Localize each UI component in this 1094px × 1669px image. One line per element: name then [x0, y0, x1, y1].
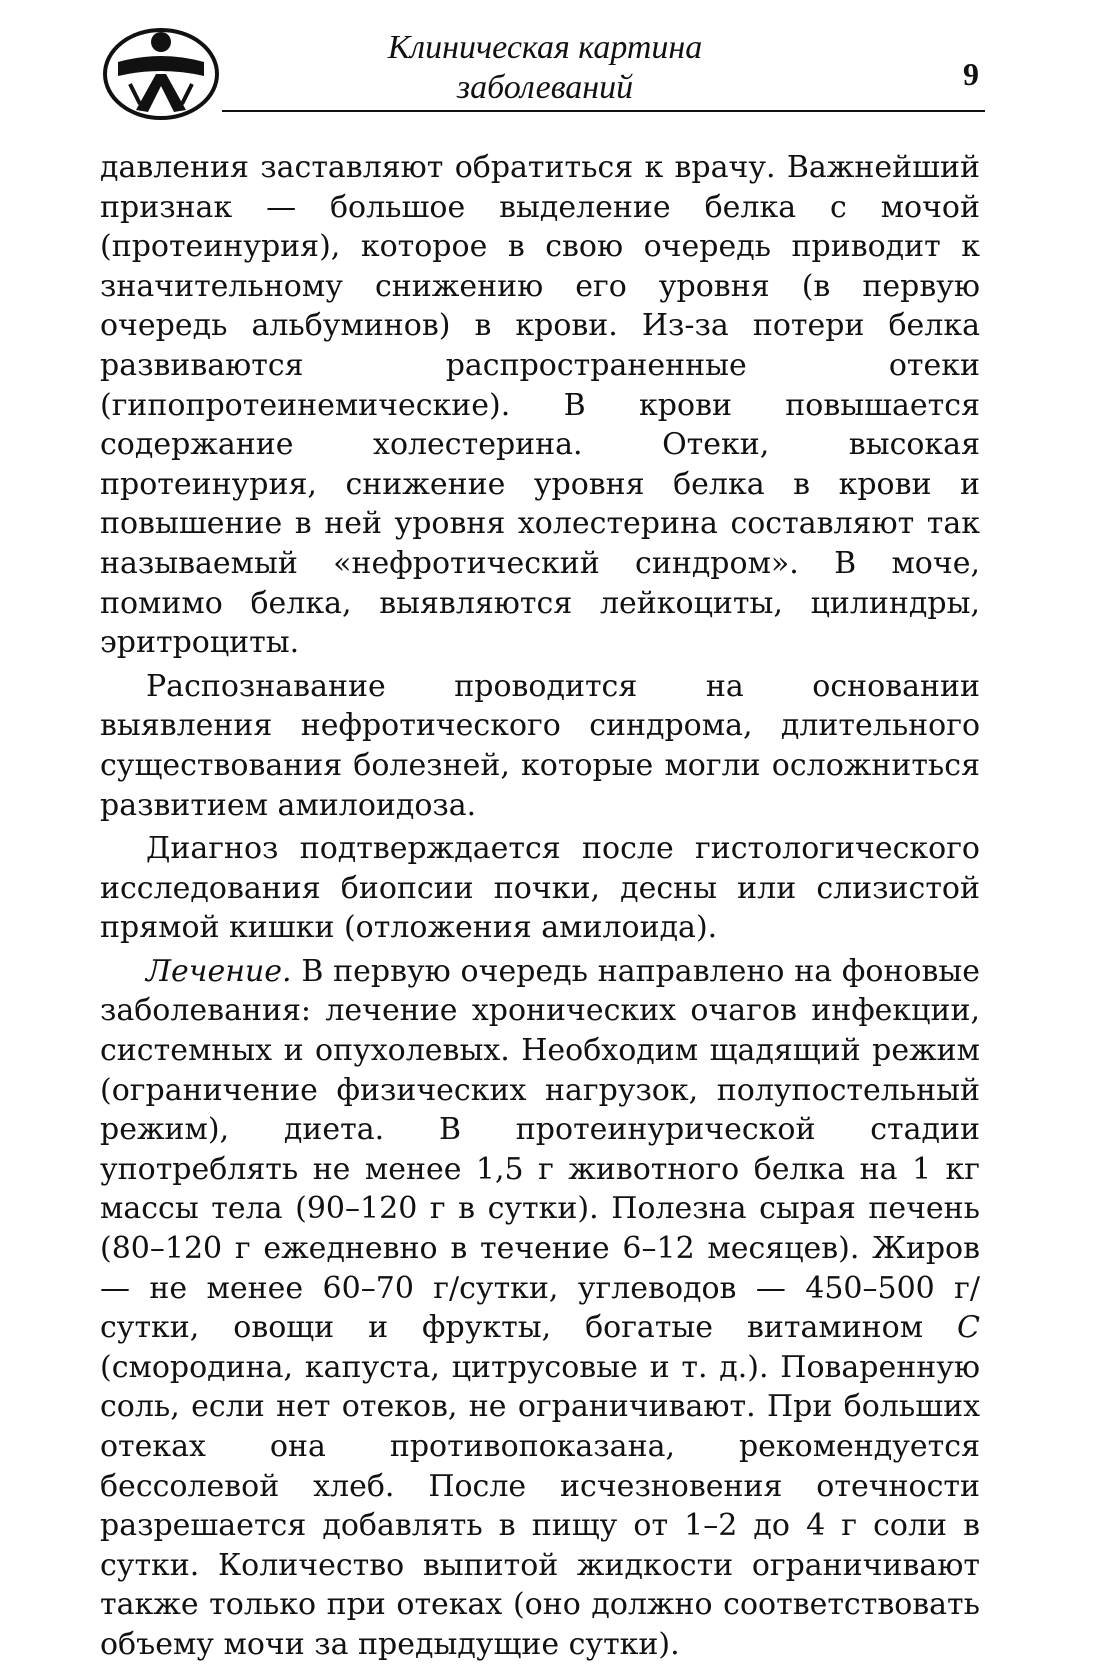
page-number: 9: [963, 56, 979, 92]
running-title: [280, 28, 810, 108]
treatment-text-part2: (смородина, капуста, цитрусовые и т. д.). Поваренную соль, если нет отеков, не ограничивают. При больших отеках она противопоказана, рекомендуется бессолевой хлеб. После исчезновения отечности разрешается добавлять в пищу от 1–2 до 4 г соли в сутки. Количество выпитой жидкости ограничивают также только при отеках (оно должно соответствовать объему мочи за предыдущие сутки).: [100, 1349, 980, 1662]
treatment-text-part1: В первую очередь направлено на фоновые заболевания: лечение хронических очагов инфекции, системных и опухолевых. Необходим щадящий режим (ограничение физических нагрузок, полупостельный режим), диета. В протеинурической стадии употреблять не менее 1,5 г животного белка на 1 кг массы тела (90–120 г в сутки). Полезна сырая печень (80–120 г ежедневно в течение 6–12 месяцев). Жиров — не менее 60–70 г/сутки, углеводов — 450–500 г/сутки, овощи и фрукты, богатые витамином: [100, 953, 980, 1346]
header-rule: [222, 110, 985, 112]
stylized-figure-logo-icon: [100, 22, 222, 122]
running-title-line2: заболеваний: [456, 69, 634, 106]
vitamin-letter: С: [957, 1310, 980, 1346]
page-header: [100, 22, 985, 122]
paragraph-1: давления заставляют обратиться к врачу. Важнейший признак — большое выделение белка с мочой (протеинурия), которое в свою очередь приводит к значительному снижению его уровня (в первую очередь альбуминов) в крови. Из-за потери белка развиваются распространенные отеки (гипопротеинемические). В крови повышается содержание холестерина. Отеки, высокая протеинурия, снижение уровня белка в крови и повышение в ней уровня холестерина составляют так называемый «нефротический синдром». В моче, помимо белка, выявляются лейкоциты, цилиндры, эритроциты.: [100, 150, 980, 661]
paragraph-4: [100, 952, 980, 1665]
body-text: [100, 148, 980, 1669]
paragraph-3: Диагноз подтверждается после гистологического исследования биопсии почки, десны или слизистой прямой кишки (отложения амилоида).: [100, 831, 980, 946]
treatment-heading: Лечение.: [146, 953, 292, 989]
paragraph-2: Распознавание проводится на основании выявления нефротического синдрома, длительного существования болезней, которые могли осложниться развитием амилоидоза.: [100, 668, 980, 823]
running-title-line1: Клиническая картина: [387, 29, 703, 66]
